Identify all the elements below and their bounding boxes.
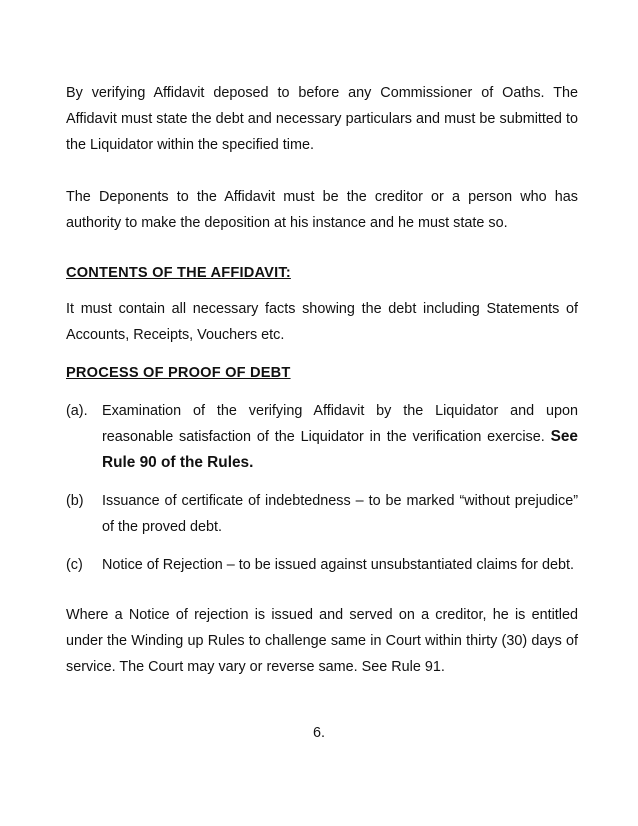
list-item-label: (b) <box>66 493 84 509</box>
list-item-b <box>66 488 578 540</box>
list-item-body: Examination of the verifying Affidavit by the Liquidator and upon reasonable satisfaction of the Liquidator in the verification exercise. <box>102 403 578 445</box>
paragraph-contents: It must contain all necessary facts showing the debt including Statements of Accounts, Receipts, Vouchers etc. <box>66 301 578 343</box>
heading-process-of-proof: PROCESS OF PROOF OF DEBT <box>66 365 291 381</box>
paragraph-verifying-affidavit: By verifying Affidavit deposed to before any Commissioner of Oaths. The Affidavit must state the debt and necessary particulars and must be submitted to the Liquidator within the specified time. <box>66 85 578 153</box>
paragraph-deponents: The Deponents to the Affidavit must be the creditor or a person who has authority to make the deposition at his instance and he must state so. <box>66 189 578 231</box>
list-item-a <box>66 398 578 476</box>
page-number: 6. <box>312 725 325 741</box>
list-item-text: Notice of Rejection – to be issued against unsubstantiated claims for debt. <box>102 557 574 573</box>
list-item-text: Issuance of certificate of indebtedness – to be marked “without prejudice” of the proved debt. <box>102 493 578 535</box>
list-item-label: (a). <box>66 403 88 419</box>
rule-reference: See Rule 90 of the Rules. <box>102 428 578 471</box>
document-page <box>66 80 578 680</box>
list-item-c <box>66 552 578 578</box>
list-item-label: (c) <box>66 557 83 573</box>
list-item-text <box>102 398 578 476</box>
heading-contents-of-affidavit: CONTENTS OF THE AFFIDAVIT: <box>66 265 291 281</box>
paragraph-notice-of-rejection: Where a Notice of rejection is issued and served on a creditor, he is entitled under the Winding up Rules to challenge same in Court within thirty (30) days of service. The Court may vary or reverse same. See Rule 91. <box>66 607 578 675</box>
